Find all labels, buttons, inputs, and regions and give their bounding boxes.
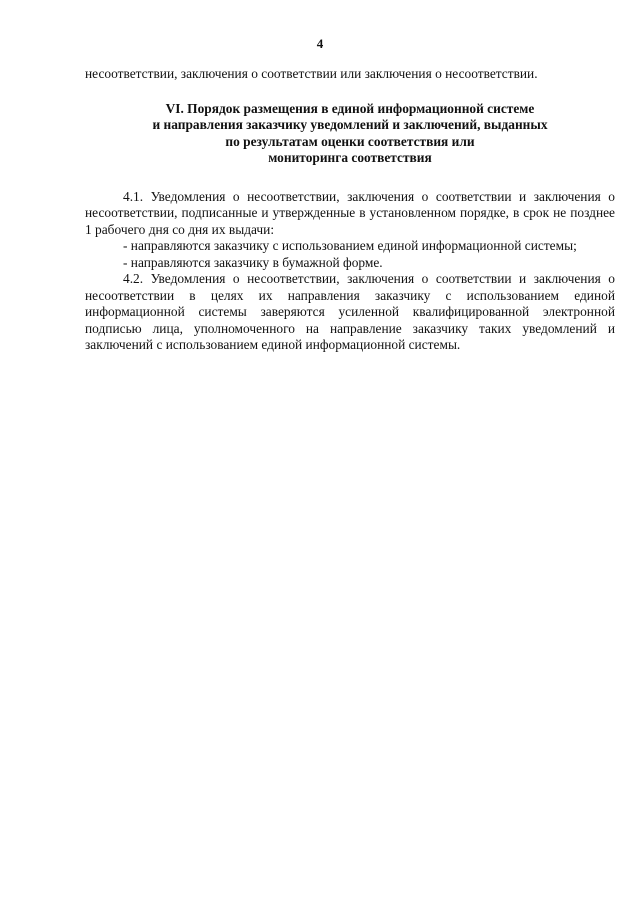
- document-body: [85, 66, 615, 354]
- paragraph-4-1: 4.1. Уведомления о несоответствии, заключения о соответствии и заключения о несоответствии, подписанные и утвержденные в установленном порядке, в срок не позднее 1 рабочего дня со дня их выдачи:: [85, 188, 615, 237]
- section-heading-line: и направления заказчику уведомлений и заключений, выданных: [152, 117, 548, 132]
- paragraph-4-2: 4.2. Уведомления о несоответствии, заключения о соответствии и заключения о несоответствии в целях их направления заказчику с использованием единой информационной системы заверяются усиленной квалифицированной электронной подписью лица, уполномоченного на направление заказчику таких уведомлений и заключений с использованием единой информационной системы.: [85, 271, 615, 352]
- section-heading-line: мониторинга соответствия: [268, 150, 432, 165]
- paragraph-4-1-item-electronic: - направляются заказчику с использованием единой информационной системы;: [123, 238, 577, 253]
- continuation-text: несоответствии, заключения о соответствии или заключения о несоответствии.: [85, 66, 538, 81]
- paragraph-4-1-item-paper: - направляются заказчику в бумажной форме.: [123, 254, 383, 270]
- page-number: 4: [316, 36, 324, 51]
- section-heading-line: по результатам оценки соответствия или: [225, 133, 475, 149]
- section-heading-line: VI. Порядок размещения в единой информационной системе: [165, 100, 535, 116]
- section-heading: [85, 101, 615, 167]
